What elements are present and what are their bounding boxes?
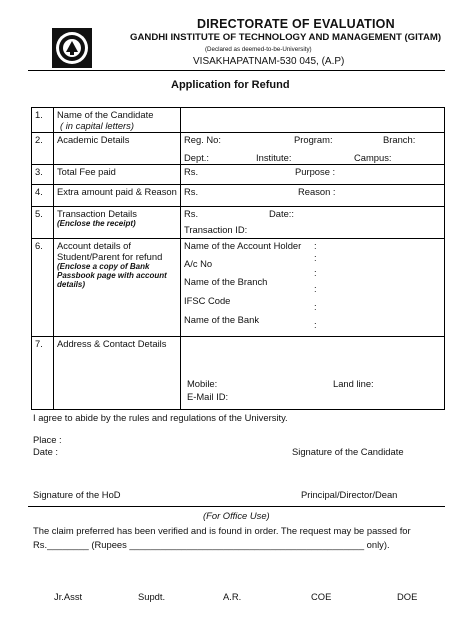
form-row-extra-amount [32,185,445,207]
account-number-field[interactable]: A/c No [184,258,213,269]
officer-coe: COE [311,591,332,602]
ifsc-code-field[interactable]: IFSC Code [184,295,231,306]
row-number: 4. [32,185,54,207]
extra-amount-field[interactable]: Rs. [184,186,199,197]
agreement-text: I agree to abide by the rules and regulations of the University. [33,412,288,423]
row-number: 2. [32,133,54,165]
fee-purpose-field[interactable]: Purpose : [295,166,336,177]
officer-jr-asst: Jr.Asst [54,591,83,602]
branch-field[interactable]: Branch: [383,134,416,145]
header-institute: GANDHI INSTITUTE OF TECHNOLOGY AND MANAGEMENT (GITAM) [130,32,442,43]
row-sublabel: details) [57,280,86,289]
txn-date-field[interactable]: Date:: [269,208,295,219]
hod-signature-label: Signature of the HoD [33,489,121,500]
account-holder-field[interactable]: Name of the Account Holder [184,240,302,251]
row-sublabel: Passbook page with account [57,271,167,280]
row-label-2: Student/Parent for refund [57,251,163,262]
form-row-transaction [32,207,445,239]
txn-amount-field[interactable]: Rs. [184,208,199,219]
row-sublabel: (Enclose the receipt) [57,219,136,228]
dept-field[interactable]: Dept.: [184,152,210,163]
email-field[interactable]: E-Mail ID: [187,391,229,402]
gitam-logo [52,28,92,68]
bank-name-field[interactable]: Name of the Bank [184,314,260,325]
form-row-total-fee [32,165,445,185]
row-number: 5. [32,207,54,239]
header-city: VISAKHAPATNAM-530 045, (A.P) [193,56,345,67]
office-use-divider [28,506,445,507]
row-label: Account details of [57,240,132,251]
extra-reason-field[interactable]: Reason : [298,186,336,197]
row-number: 3. [32,165,54,185]
row-label: Total Fee paid [54,165,181,185]
claim-text-line2: Rs.________ (Rupees _____________________________________________ only). [33,539,390,550]
officer-supdt: Supdt. [138,591,166,602]
reg-no-field[interactable]: Reg. No: [184,134,221,145]
header-divider [28,70,445,71]
office-use-label: (For Office Use) [203,510,270,521]
candidate-name-field[interactable] [181,108,445,133]
row-number: 7. [32,337,54,410]
place-field[interactable]: Place : [33,434,62,445]
principal-signature-label: Principal/Director/Dean [301,489,398,500]
program-field[interactable]: Program: [294,134,333,145]
colon: : [314,240,317,251]
row-label: Address & Contact Details [54,337,181,410]
row-sublabel: (Enclose a copy of Bank [57,262,150,271]
colon: : [314,252,317,263]
form-row-academic [32,133,445,165]
officer-ar: A.R. [223,591,242,602]
form-title: Application for Refund [171,79,290,91]
txn-id-field[interactable]: Transaction ID: [184,224,248,235]
institute-field[interactable]: Institute: [256,152,292,163]
colon: : [314,301,317,312]
claim-text-line1: The claim preferred has been verified and is found in order. The request may be passed for [33,525,411,536]
row-label: Academic Details [54,133,181,165]
colon: : [314,267,317,278]
mobile-field[interactable]: Mobile: [187,378,218,389]
candidate-signature-label: Signature of the Candidate [292,446,404,457]
form-row-candidate-name [32,108,445,133]
colon: : [314,319,317,330]
landline-field[interactable]: Land line: [333,378,374,389]
branch-name-field[interactable]: Name of the Branch [184,276,268,287]
form-row-address [32,337,445,410]
header-directorate: DIRECTORATE OF EVALUATION [197,17,395,31]
colon: : [314,283,317,294]
campus-field[interactable]: Campus: [354,152,392,163]
fee-amount-field[interactable]: Rs. [184,166,199,177]
row-sublabel: ( in capital letters) [60,120,134,131]
form-row-account [32,239,445,337]
row-label: Name of the Candidate [57,109,154,120]
row-label: Transaction Details [57,208,137,219]
row-number: 1. [32,108,54,133]
refund-form-table [31,107,445,410]
officer-doe: DOE [397,591,418,602]
header-declared: (Declared as deemed-to-be-University) [205,46,312,53]
date-field[interactable]: Date : [33,446,59,457]
row-number: 6. [32,239,54,337]
row-label: Extra amount paid & Reason [54,185,181,207]
